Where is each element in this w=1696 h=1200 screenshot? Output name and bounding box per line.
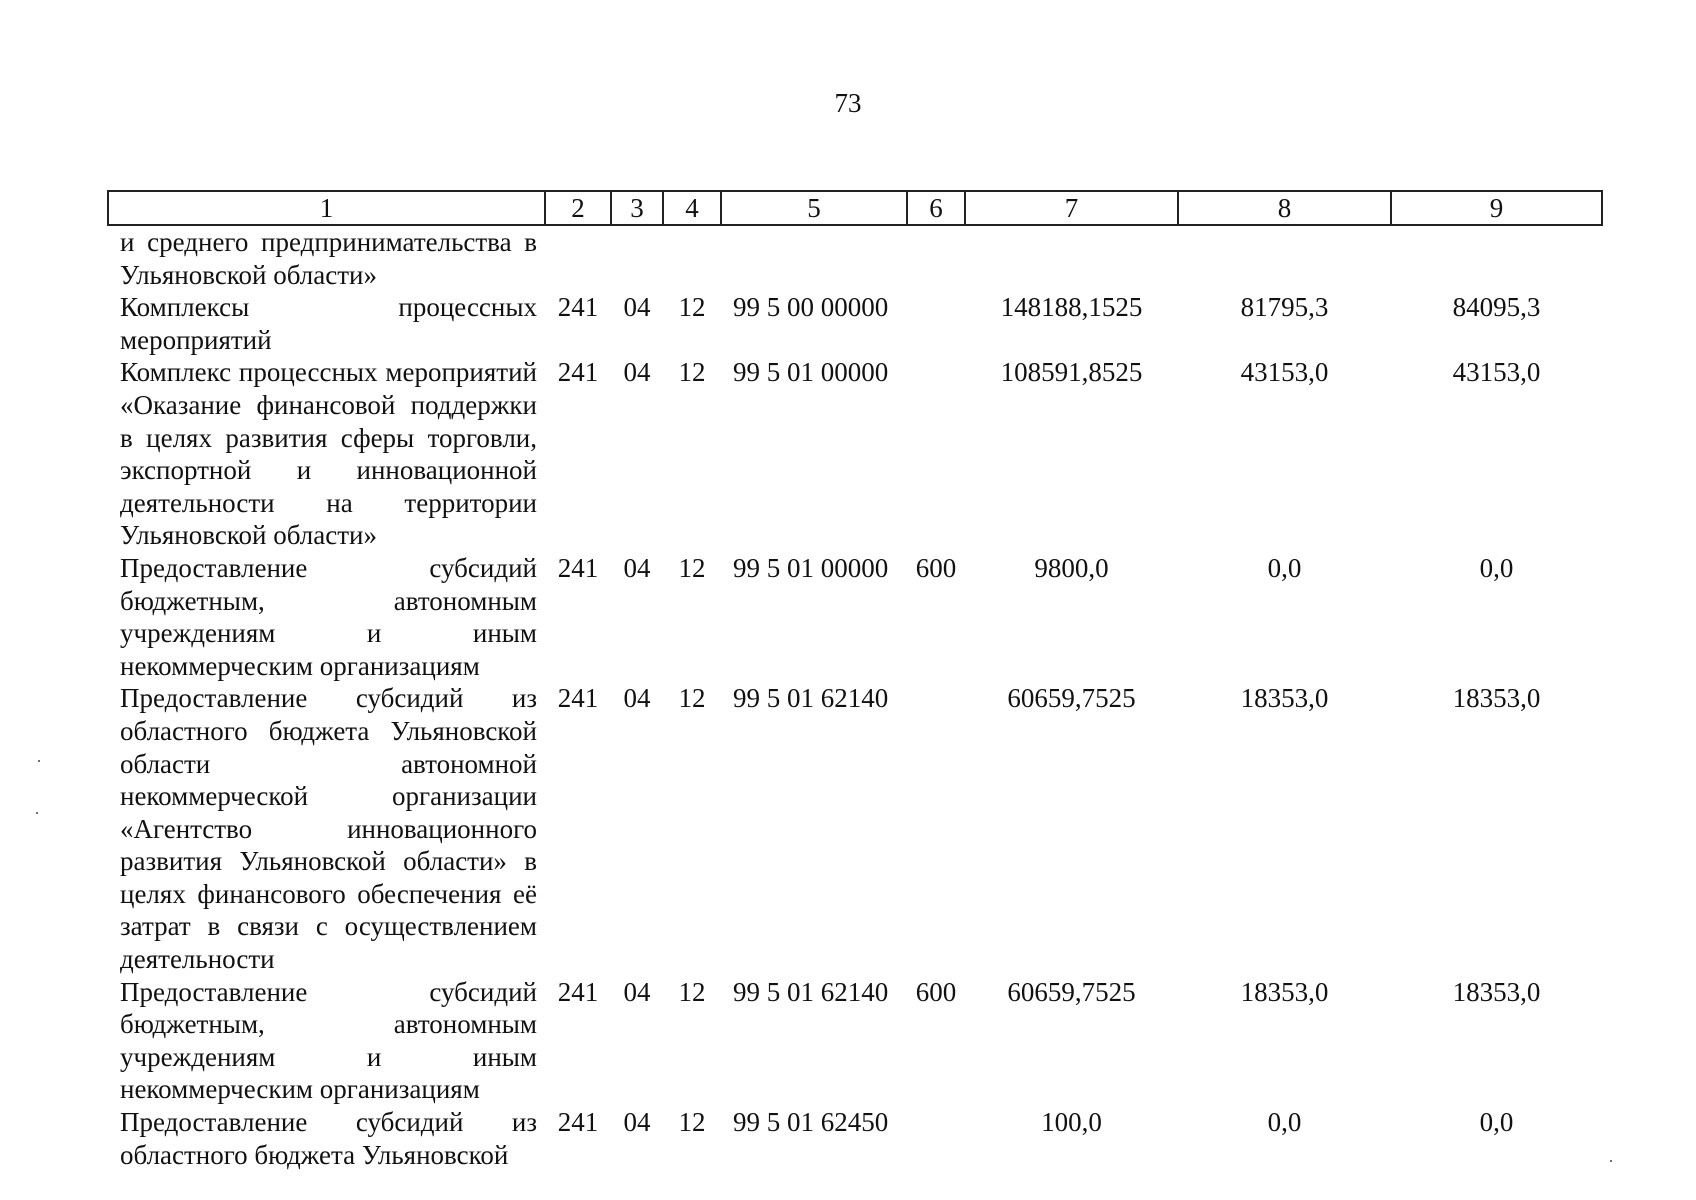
- column-header: 3: [611, 191, 663, 225]
- cell-col-6: [907, 356, 965, 552]
- cell-col-9: 18353,0: [1452, 976, 1541, 1007]
- page-number: 73: [834, 88, 862, 118]
- cell-col-2: 241: [557, 683, 599, 714]
- cell-col-8: [1178, 225, 1391, 291]
- cell-col-6: 600: [915, 976, 957, 1007]
- cell-col-7: 100,0: [1041, 1107, 1102, 1138]
- cell-col-9: 18353,0: [1452, 683, 1541, 714]
- table-row: [108, 225, 1602, 291]
- row-label: Предоставление субсидий из областного бюджета Ульяновской области автономной некоммерческой организации «Агентство инновационного развития Ульяновской области» в целях финансового обеспечения её затрат в связи с осуществлением деятельности: [120, 683, 537, 975]
- table-row: [108, 552, 1602, 682]
- cell-col-4: 12: [678, 292, 706, 323]
- cell-col-7: 60659,7525: [1007, 683, 1136, 714]
- cell-col-4: 12: [678, 976, 706, 1007]
- row-label: Комплексы процессных мероприятий: [120, 292, 537, 355]
- cell-col-7: 108591,8525: [1000, 357, 1143, 388]
- cell-col-6: [907, 1106, 965, 1171]
- cell-col-3: 04: [623, 683, 651, 714]
- cell-col-4: 12: [678, 1107, 706, 1138]
- budget-table: [107, 190, 1603, 1171]
- cell-col-7: 60659,7525: [1007, 976, 1136, 1007]
- table-row: [108, 976, 1602, 1106]
- cell-col-5: 99 5 01 62140: [733, 976, 889, 1007]
- table-row: [108, 291, 1602, 356]
- cell-col-9: 0,0: [1479, 1107, 1514, 1138]
- cell-col-2: 241: [557, 357, 599, 388]
- cell-col-3: 04: [623, 357, 651, 388]
- cell-col-8: 43153,0: [1240, 357, 1329, 388]
- column-header: 1: [108, 191, 545, 225]
- cell-col-9: 84095,3: [1452, 292, 1541, 323]
- row-label: и среднего предпринимательства в Ульяновской области»: [120, 227, 537, 290]
- row-label: Предоставление субсидий бюджетным, автономным учреждениям и иным некоммерческим организациям: [120, 976, 537, 1105]
- cell-col-8: 0,0: [1267, 1107, 1302, 1138]
- cell-col-8: 18353,0: [1240, 976, 1329, 1007]
- scan-speck: [1610, 1160, 1612, 1162]
- cell-col-5: 99 5 01 00000: [733, 552, 889, 583]
- cell-col-9: 0,0: [1479, 552, 1514, 583]
- column-header: 7: [965, 191, 1178, 225]
- cell-col-6: [907, 225, 965, 291]
- cell-col-7: 9800,0: [1034, 552, 1109, 583]
- cell-col-8: 81795,3: [1240, 292, 1329, 323]
- cell-col-3: 04: [623, 1107, 651, 1138]
- cell-col-7: 148188,1525: [1000, 292, 1143, 323]
- cell-col-3: 04: [623, 552, 651, 583]
- table-body: [108, 225, 1602, 1171]
- cell-col-3: 04: [623, 292, 651, 323]
- column-header: 4: [663, 191, 721, 225]
- cell-col-9: [1391, 225, 1602, 291]
- scan-speck: [38, 760, 40, 762]
- cell-col-6: [907, 291, 965, 356]
- cell-col-5: 99 5 01 62450: [733, 1107, 889, 1138]
- cell-col-4: 12: [678, 683, 706, 714]
- cell-col-4: [663, 225, 721, 291]
- row-label: Предоставление субсидий из областного бюджета Ульяновской: [120, 1107, 537, 1170]
- header-row: [108, 191, 1602, 225]
- cell-col-5: [721, 225, 907, 291]
- cell-col-3: [611, 225, 663, 291]
- scan-speck: [36, 812, 38, 814]
- cell-col-7: [965, 225, 1178, 291]
- cell-col-5: 99 5 01 00000: [733, 357, 889, 388]
- cell-col-4: 12: [678, 552, 706, 583]
- column-header: 6: [907, 191, 965, 225]
- cell-col-8: 18353,0: [1240, 683, 1329, 714]
- row-label: Комплекс процессных мероприятий «Оказание финансовой поддержки в целях развития сферы торговли, экспортной и инновационной деятельности на территории Ульяновской области»: [120, 357, 537, 551]
- column-header: 2: [545, 191, 611, 225]
- cell-col-2: [545, 225, 611, 291]
- cell-col-8: 0,0: [1267, 552, 1302, 583]
- cell-col-2: 241: [557, 1107, 599, 1138]
- cell-col-6: 600: [915, 552, 957, 583]
- cell-col-6: [907, 682, 965, 975]
- cell-col-2: 241: [557, 292, 599, 323]
- row-label: Предоставление субсидий бюджетным, автономным учреждениям и иным некоммерческим организациям: [120, 552, 537, 681]
- cell-col-3: 04: [623, 976, 651, 1007]
- cell-col-5: 99 5 01 62140: [733, 683, 889, 714]
- cell-col-2: 241: [557, 976, 599, 1007]
- cell-col-9: 43153,0: [1452, 357, 1541, 388]
- table-row: [108, 682, 1602, 975]
- column-header: 5: [721, 191, 907, 225]
- table-header: [108, 191, 1602, 225]
- cell-col-4: 12: [678, 357, 706, 388]
- column-header: 8: [1178, 191, 1391, 225]
- table-row: [108, 356, 1602, 552]
- cell-col-2: 241: [557, 552, 599, 583]
- cell-col-5: 99 5 00 00000: [733, 292, 889, 323]
- column-header: 9: [1391, 191, 1602, 225]
- table-row: [108, 1106, 1602, 1171]
